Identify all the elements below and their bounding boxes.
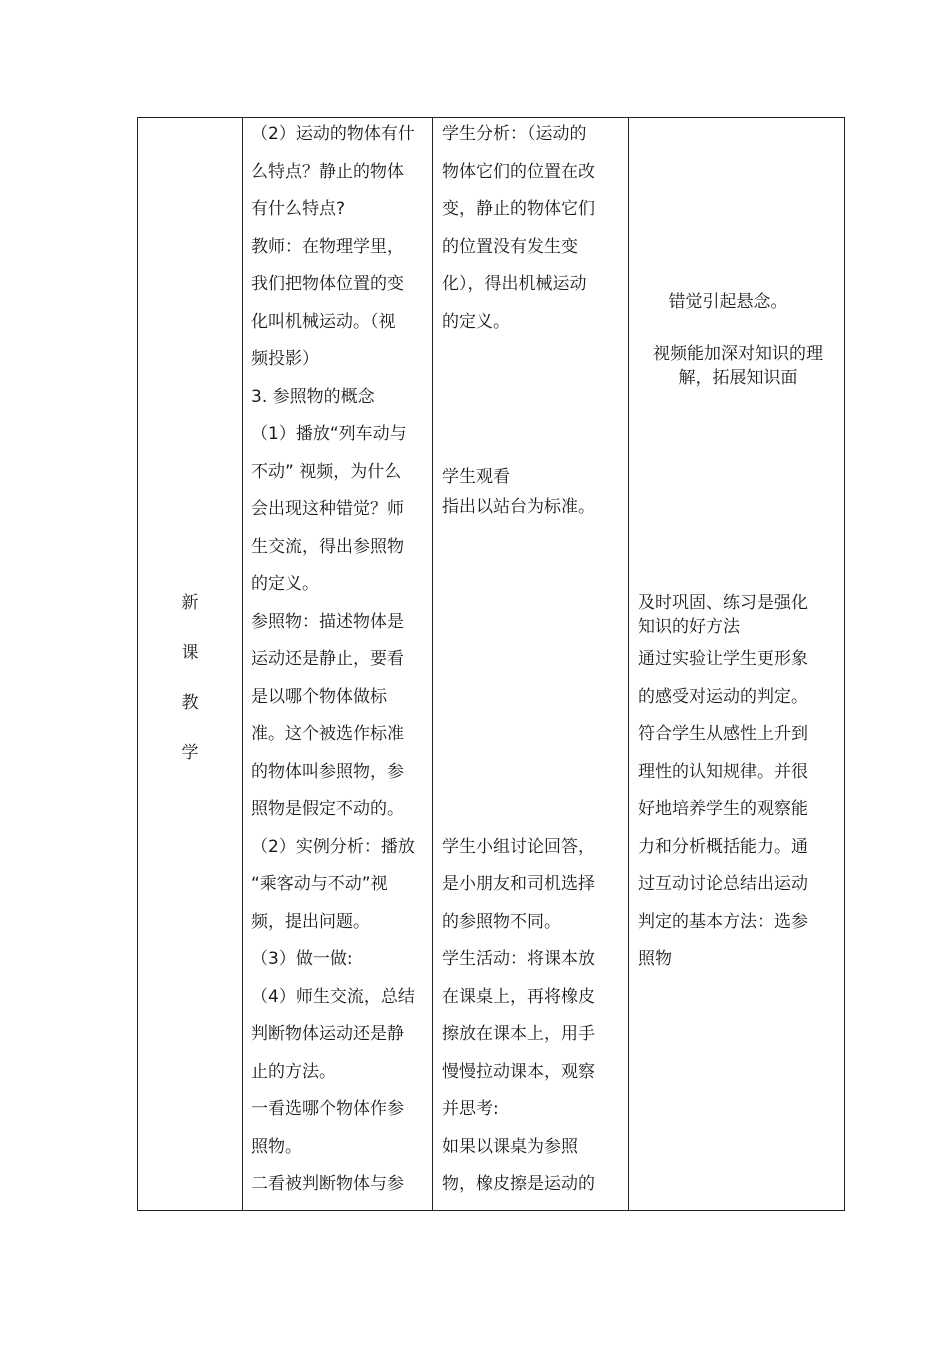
teacher-line: 止的方法。 <box>251 1062 336 1082</box>
intent-line: 力和分析概括能力。通 <box>638 837 808 857</box>
section-label-char: 教 <box>181 693 199 713</box>
section-label-char: 新 <box>181 593 199 613</box>
teacher-line: （3）做一做: <box>251 949 353 969</box>
teacher-line: 3. 参照物的概念 <box>251 387 375 407</box>
intent-line: 判定的基本方法：选参 <box>638 912 808 932</box>
intent-line: 及时巩固、练习是强化 <box>638 593 808 613</box>
teacher-line: 是以哪个物体做标 <box>251 687 387 707</box>
teacher-line: （2）实例分析：播放 <box>251 837 415 857</box>
teacher-line: 生交流，得出参照物 <box>251 537 404 557</box>
lesson-table <box>137 117 845 1211</box>
intent-line: 照物 <box>638 949 672 969</box>
student-line: 的位置没有发生变 <box>442 237 578 257</box>
student-line: 在课桌上，再将橡皮 <box>442 987 595 1007</box>
teacher-line: 的定义。 <box>251 574 319 594</box>
teacher-line: 照物。 <box>251 1137 302 1157</box>
teacher-line: 频，提出问题。 <box>251 912 370 932</box>
teacher-line: 准。这个被选作标准 <box>251 724 404 744</box>
teacher-line: 一看选哪个物体作参 <box>251 1099 404 1119</box>
column-divider <box>432 118 433 1210</box>
student-line: 化），得出机械运动 <box>442 274 587 294</box>
student-line: 物，橡皮擦是运动的 <box>442 1174 595 1194</box>
intent-line: 的感受对运动的判定。 <box>638 687 808 707</box>
teacher-line: 判断物体运动还是静 <box>251 1024 404 1044</box>
student-line: 慢慢拉动课本，观察 <box>442 1062 595 1082</box>
intent-line: 好地培养学生的观察能 <box>638 799 808 819</box>
intent-note: 错觉引起悬念。 <box>668 292 788 312</box>
intent-line: 过互动讨论总结出运动 <box>638 874 808 894</box>
column-divider <box>628 118 629 1210</box>
student-line: 指出以站台为标准。 <box>442 497 595 517</box>
student-line: 的参照物不同。 <box>442 912 561 932</box>
student-line: 学生活动：将课本放 <box>442 949 595 969</box>
intent-line: 知识的好方法 <box>638 617 740 637</box>
teacher-line: 么特点？静止的物体 <box>251 162 404 182</box>
student-line: 擦放在课本上，用手 <box>442 1024 595 1044</box>
column-divider <box>242 118 243 1210</box>
teacher-line: 的物体叫参照物，参 <box>251 762 404 782</box>
student-line: 学生小组讨论回答， <box>442 837 595 857</box>
teacher-line: 化叫机械运动。（视 <box>251 312 396 332</box>
teacher-line: 会出现这种错觉？师 <box>251 499 404 519</box>
teacher-line: （1）播放“列车动与 <box>251 424 407 444</box>
student-line: 学生观看 <box>442 467 510 487</box>
student-line: 并思考: <box>442 1099 499 1119</box>
section-label-char: 学 <box>181 743 199 763</box>
intent-line: 通过实验让学生更形象 <box>638 649 808 669</box>
teacher-line: 照物是假定不动的。 <box>251 799 404 819</box>
teacher-line: 有什么特点? <box>251 199 346 219</box>
teacher-line: 运动还是静止，要看 <box>251 649 404 669</box>
teacher-line: 频投影） <box>251 349 319 369</box>
intent-line: 符合学生从感性上升到 <box>638 724 808 744</box>
teacher-line: 不动” 视频，为什么 <box>251 462 402 482</box>
intent-line: 理性的认知规律。并很 <box>638 762 808 782</box>
teacher-line: “乘客动与不动”视 <box>251 874 388 894</box>
teacher-line: （4）师生交流，总结 <box>251 987 415 1007</box>
teacher-line: 二看被判断物体与参 <box>251 1174 404 1194</box>
teacher-line: 教师：在物理学里， <box>251 237 404 257</box>
teacher-line: 我们把物体位置的变 <box>251 274 404 294</box>
intent-note: 解，拓展知识面 <box>678 368 798 388</box>
intent-note: 视频能加深对知识的理 <box>653 344 823 364</box>
teacher-line: （2）运动的物体有什 <box>251 124 415 144</box>
student-line: 如果以课桌为参照 <box>442 1137 578 1157</box>
student-line: 变，静止的物体它们 <box>442 199 595 219</box>
student-line: 的定义。 <box>442 312 510 332</box>
student-line: 是小朋友和司机选择 <box>442 874 595 894</box>
section-label-char: 课 <box>181 643 199 663</box>
student-line: 学生分析：（运动的 <box>442 124 587 144</box>
student-line: 物体它们的位置在改 <box>442 162 595 182</box>
teacher-line: 参照物：描述物体是 <box>251 612 404 632</box>
